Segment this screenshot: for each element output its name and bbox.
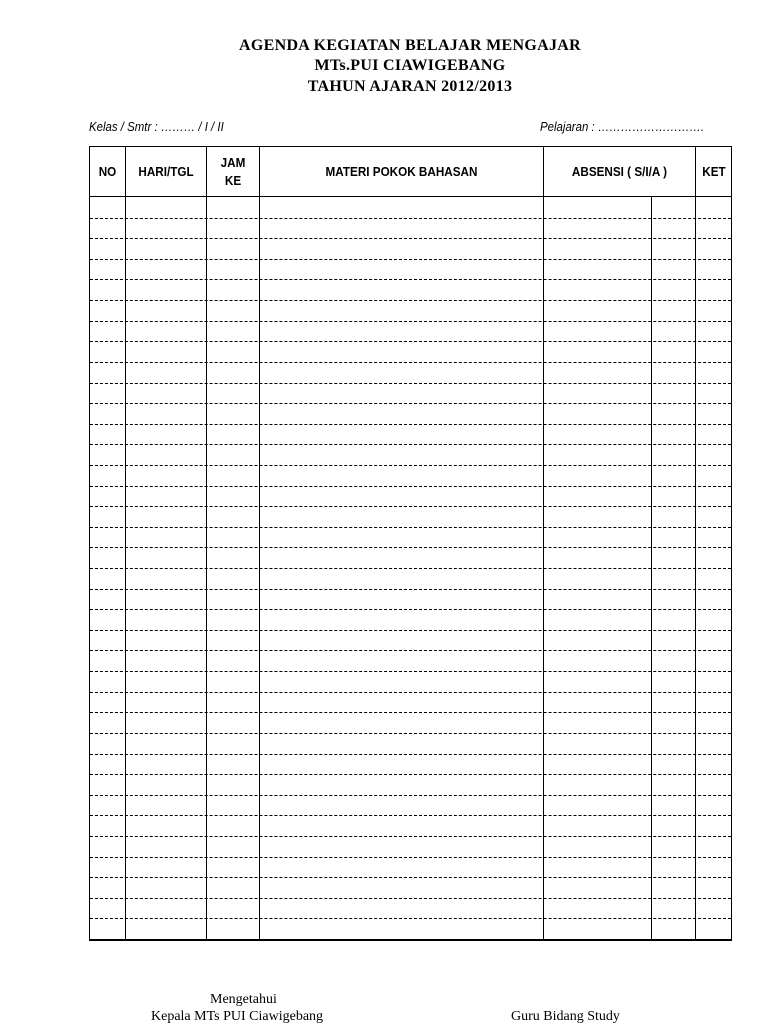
- col-header-ket: KET: [702, 163, 726, 179]
- table-row-separator: [90, 383, 731, 384]
- pelajaran-field: Pelajaran : ……………………….: [540, 119, 705, 134]
- col-header-jam-ke: [210, 147, 257, 196]
- col-header-ke: KE: [224, 172, 242, 188]
- table-row-separator: [90, 671, 731, 672]
- table-row-separator: [90, 547, 731, 548]
- table-row-separator: [90, 403, 731, 404]
- table-row-separator: [90, 877, 731, 878]
- table-row-separator: [90, 506, 731, 507]
- table-header: [90, 147, 731, 197]
- table-row-separator: [90, 650, 731, 651]
- kelas-semester-field: Kelas / Smtr : ……… / I / II: [89, 119, 224, 134]
- table-row-separator: [90, 733, 731, 734]
- table-body: [90, 197, 731, 939]
- table-row-separator: [90, 362, 731, 363]
- table-row-separator: [90, 279, 731, 280]
- table-row-separator: [90, 465, 731, 466]
- table-row-separator: [90, 815, 731, 816]
- document-title: AGENDA KEGIATAN BELAJAR MENGAJAR: [239, 37, 581, 54]
- table-row-separator: [90, 692, 731, 693]
- academic-year: TAHUN AJARAN 2012/2013: [307, 78, 513, 95]
- table-row-separator: [90, 774, 731, 775]
- table-row-separator: [90, 259, 731, 260]
- school-name: MTs.PUI CIAWIGEBANG: [314, 57, 506, 74]
- table-row-separator: [90, 836, 731, 837]
- mengetahui-label: Mengetahui: [210, 992, 277, 1007]
- table-row-separator: [90, 424, 731, 425]
- col-header-materi: MATERI POKOK BAHASAN: [325, 163, 478, 179]
- table-row-separator: [90, 754, 731, 755]
- table-row-separator: [90, 857, 731, 858]
- table-row-separator: [90, 341, 731, 342]
- table-row-separator: [90, 568, 731, 569]
- table-row-separator: [90, 609, 731, 610]
- col-header-jam: JAM: [220, 154, 246, 170]
- agenda-table: [89, 146, 732, 941]
- table-row-separator: [90, 712, 731, 713]
- table-row-separator: [90, 486, 731, 487]
- table-row-separator: [90, 321, 731, 322]
- table-row-separator: [90, 527, 731, 528]
- table-row-separator: [90, 795, 731, 796]
- guru-signature-label: Guru Bidang Study: [511, 1009, 620, 1024]
- table-row-separator: [90, 444, 731, 445]
- col-header-absensi: ABSENSI ( S/I/A ): [571, 163, 668, 179]
- table-row-separator: [90, 300, 731, 301]
- table-row-separator: [90, 898, 731, 899]
- table-row-separator: [90, 630, 731, 631]
- table-row-separator: [90, 238, 731, 239]
- col-header-no: NO: [98, 163, 117, 179]
- kepala-signature-label: Kepala MTs PUI Ciawigebang: [151, 1009, 324, 1024]
- col-header-hari-tgl: HARI/TGL: [138, 163, 194, 179]
- table-row-separator: [90, 589, 731, 590]
- table-row-separator: [90, 918, 731, 919]
- table-row-separator: [90, 218, 731, 219]
